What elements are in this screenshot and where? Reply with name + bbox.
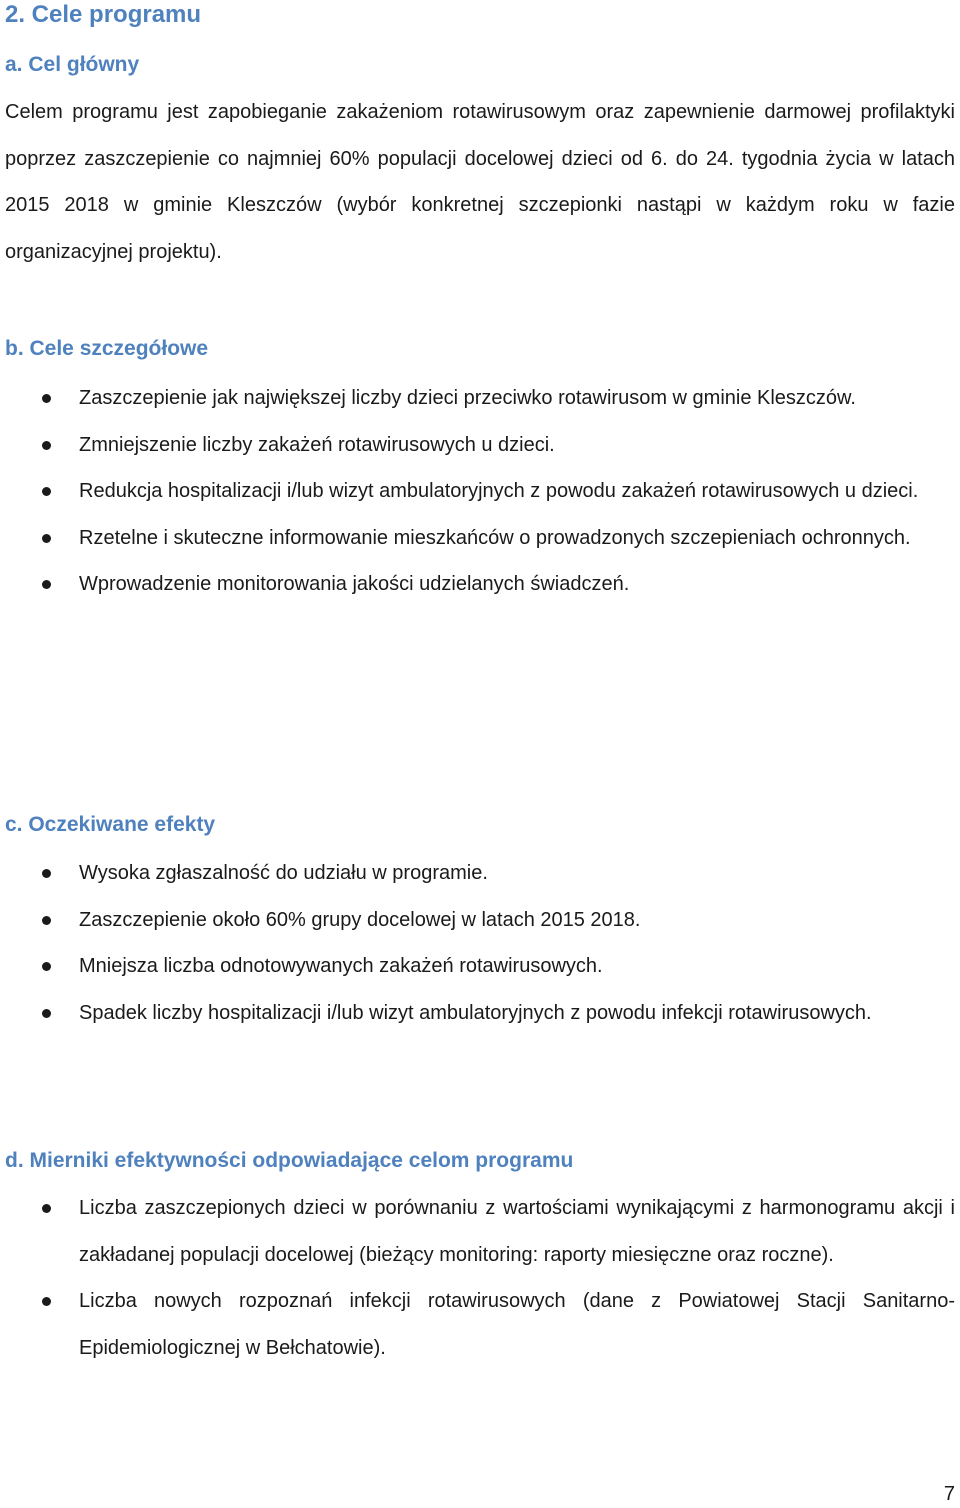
list-item-text: Redukcja hospitalizacji i/lub wizyt ambulatoryjnych z powodu zakażeń rotawirusowych u dzieci. (79, 480, 919, 502)
list-item-text: Zaszczepienie jak największej liczby dzieci przeciwko rotawirusom w gminie Kleszczów. (79, 387, 856, 409)
list-item-text: Wysoka zgłaszalność do udziału w programie. (79, 862, 488, 884)
list-item (0, 422, 955, 469)
list-item-text: Zmniejszenie liczby zakażeń rotawirusowych u dzieci. (79, 433, 555, 456)
list-item (0, 943, 955, 990)
bullet-icon (42, 916, 51, 925)
list-item (0, 515, 955, 562)
section-title: 2. Cele programu (5, 1, 202, 28)
list-item-text: Liczba zaszczepionych dzieci w porównaniu z wartościami wynikającymi z harmonogramu akcji i zakładanej populacji docelowej (bieżący monitoring: raporty miesięczne oraz roczne). (79, 1197, 955, 1266)
bullet-icon (42, 487, 51, 496)
expected-effects-heading: c. Oczekiwane efekty (5, 813, 216, 836)
list-item-text: Wprowadzenie monitorowania jakości udzielanych świadczeń. (79, 573, 630, 595)
bullet-icon (42, 962, 51, 971)
list-item-text: Liczba nowych rozpoznań infekcji rotawirusowych (dane z Powiatowej Stacji Sanitarno-Epidemiologicznej w Bełchatowie). (79, 1290, 955, 1359)
main-goal-heading: a. Cel główny (5, 53, 140, 76)
bullet-icon (42, 394, 51, 403)
list-item-text: Zaszczepienie około 60% grupy docelowej w latach 2015 2018. (79, 908, 641, 931)
main-goal-text: Celem programu jest zapobieganie zakażeniom rotawirusowym oraz zapewnienie darmowej profilaktyki poprzez zaszczepienie co najmniej 60% populacji docelowej dzieci od 6. do 24. tygodnia życia w latach 2015 2018 w gminie Kleszczów (wybór konkretnej szczepionki nastąpi w każdym roku w fazie organizacyjnej projektu). (5, 101, 955, 263)
bullet-icon (42, 580, 51, 589)
specific-goals-list (0, 375, 955, 608)
page-number: 7 (943, 1483, 955, 1505)
list-item (0, 468, 955, 515)
list-item-text: Spadek liczby hospitalizacji i/lub wizyt ambulatoryjnych z powodu infekcji rotawirusowych. (79, 1001, 872, 1024)
list-item-text: Mniejsza liczba odnotowywanych zakażeń rotawirusowych. (79, 955, 603, 977)
list-item-text: Rzetelne i skuteczne informowanie mieszkańców o prowadzonych szczepieniach ochronnych. (79, 526, 911, 549)
specific-goals-heading: b. Cele szczegółowe (5, 337, 209, 360)
list-item (0, 990, 955, 1037)
bullet-icon (42, 441, 51, 450)
expected-effects-list (0, 850, 955, 1036)
list-item (0, 1278, 955, 1371)
bullet-icon (42, 1204, 51, 1213)
list-item (0, 375, 955, 422)
bullet-icon (42, 534, 51, 543)
bullet-icon (42, 1009, 51, 1018)
list-item (0, 561, 955, 608)
list-item (0, 897, 955, 944)
bullet-icon (42, 869, 51, 878)
effectiveness-measures-list (0, 1185, 955, 1371)
list-item (0, 1185, 955, 1278)
effectiveness-measures-heading: d. Mierniki efektywności odpowiadające celom programu (5, 1149, 574, 1172)
list-item (0, 850, 955, 897)
bullet-icon (42, 1297, 51, 1306)
